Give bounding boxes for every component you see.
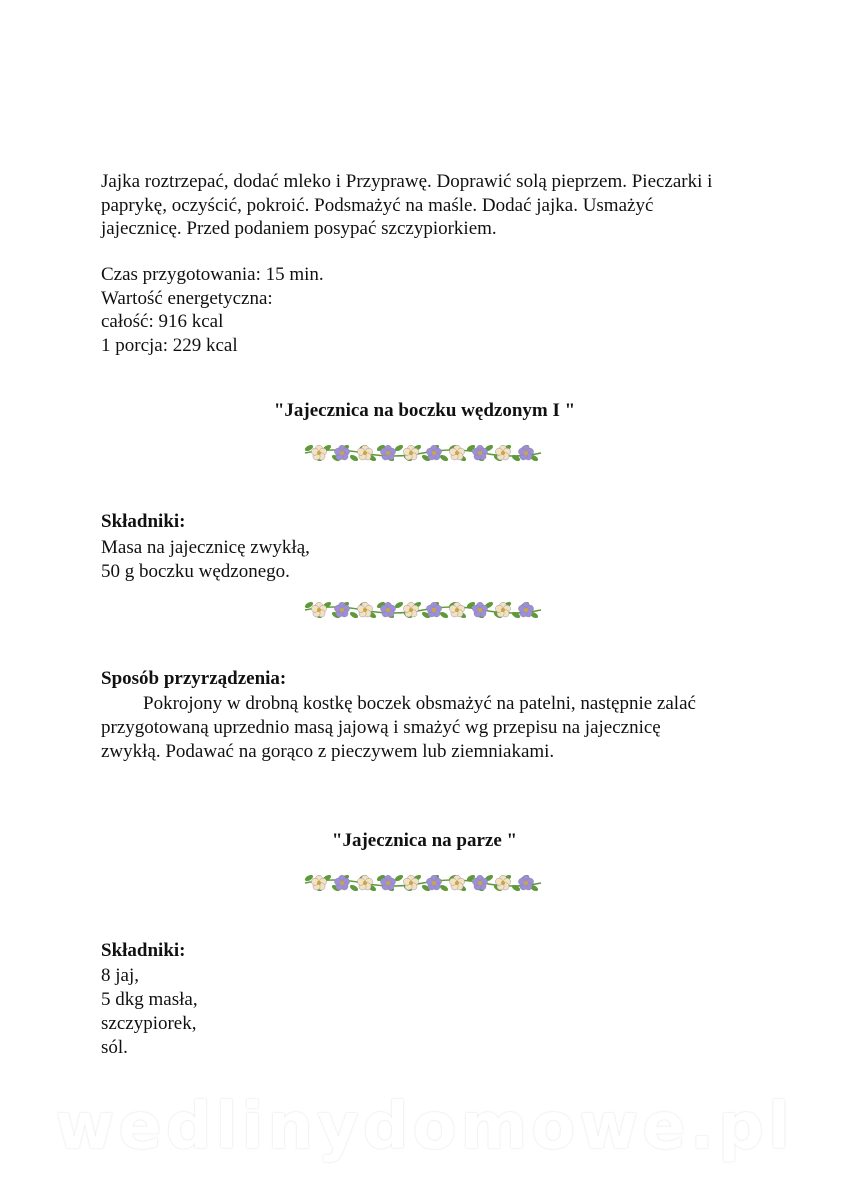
flower-center-shape	[363, 451, 367, 455]
recipe2-ingredient-3: szczypiorek,	[101, 1013, 197, 1034]
leaf-icon	[511, 611, 521, 620]
flower-garland-divider	[303, 596, 543, 624]
intro-line-3: jajecznicę. Przed podaniem posypać szczypiorkiem.	[101, 218, 497, 239]
flower-garland-divider	[303, 869, 543, 897]
recipe2-title: "Jajecznica na parze "	[331, 830, 518, 851]
recipe2-ingredients-heading: Składniki:	[101, 940, 186, 961]
flower-garland-divider	[303, 439, 543, 467]
flower-center-shape	[317, 608, 321, 612]
recipe1-method-heading: Sposób przyrządzenia:	[101, 668, 287, 689]
intro-line-2: paprykę, oczyścić, pokroić. Podsmażyć na maśle. Dodać jajka. Usmażyć	[101, 194, 654, 216]
flower-center-shape	[524, 608, 528, 612]
leaf-icon	[439, 454, 449, 463]
flower-center-shape	[432, 881, 436, 885]
flower-icon	[357, 875, 372, 890]
flower-center-shape	[317, 881, 321, 885]
flower-center-shape	[363, 608, 367, 612]
flower-icon	[357, 445, 372, 460]
recipe1-method-line-1: Pokrojony w drobną kostkę boczek obsmażyć na patelni, następnie zalać	[143, 693, 696, 714]
leaf-icon	[349, 454, 359, 463]
leaf-icon	[439, 884, 449, 893]
recipe1-ingredient-1: Masa na jajecznicę zwykłą,	[101, 537, 310, 558]
flower-center-shape	[340, 608, 344, 612]
flower-center-shape	[409, 881, 413, 885]
flower-center-shape	[524, 881, 528, 885]
flower-center-shape	[478, 608, 482, 612]
flower-icon	[426, 875, 441, 890]
flower-center-shape	[386, 451, 390, 455]
flower-center-shape	[478, 881, 482, 885]
flower-center-shape	[455, 451, 459, 455]
flower-center-shape	[317, 451, 321, 455]
leaf-icon	[349, 611, 359, 620]
recipe2-ingredient-1: 8 jaj,	[101, 965, 139, 986]
flower-center-shape	[432, 608, 436, 612]
flower-icon	[426, 445, 441, 460]
recipe1-ingredients-heading: Składniki:	[101, 511, 186, 532]
leaf-icon	[439, 611, 449, 620]
flower-center-shape	[386, 881, 390, 885]
flower-icon	[518, 602, 533, 617]
flower-center-shape	[524, 451, 528, 455]
flower-center-shape	[501, 881, 505, 885]
flower-center-shape	[501, 451, 505, 455]
flower-center-shape	[363, 881, 367, 885]
flower-center-shape	[409, 451, 413, 455]
flower-center-shape	[386, 608, 390, 612]
leaf-icon	[511, 454, 521, 463]
flower-center-shape	[478, 451, 482, 455]
flower-center-shape	[432, 451, 436, 455]
energy-portion: 1 porcja: 229 kcal	[101, 334, 238, 356]
energy-label: Wartość energetyczna:	[101, 287, 273, 309]
energy-total: całość: 916 kcal	[101, 311, 224, 332]
recipe1-method-line-2: przygotowaną uprzednio masą jajową i smażyć wg przepisu na jajecznicę	[101, 717, 661, 738]
flower-center-shape	[501, 608, 505, 612]
watermark-text: wedlinydomowe.pl	[55, 1090, 794, 1164]
recipe1-title: "Jajecznica na boczku wędzonym I "	[273, 400, 576, 421]
leaf-icon	[349, 884, 359, 893]
intro-line-1: Jajka roztrzepać, dodać mleko i Przyprawę. Doprawić solą pieprzem. Pieczarki i	[101, 171, 713, 192]
flower-center-shape	[340, 451, 344, 455]
flower-center-shape	[455, 881, 459, 885]
recipe2-ingredient-4: sól.	[101, 1037, 128, 1058]
flower-icon	[357, 602, 372, 617]
recipe2-ingredient-2: 5 dkg masła,	[101, 989, 198, 1010]
flower-icon	[518, 445, 533, 460]
leaf-icon	[511, 884, 521, 893]
flower-center-shape	[409, 608, 413, 612]
flower-center-shape	[340, 881, 344, 885]
recipe1-ingredient-2: 50 g boczku wędzonego.	[101, 560, 290, 582]
flower-center-shape	[455, 608, 459, 612]
prep-time: Czas przygotowania: 15 min.	[101, 264, 324, 285]
recipe1-method-line-3: zwykłą. Podawać na gorąco z pieczywem lub ziemniakami.	[101, 741, 555, 762]
flower-icon	[426, 602, 441, 617]
flower-icon	[518, 875, 533, 890]
